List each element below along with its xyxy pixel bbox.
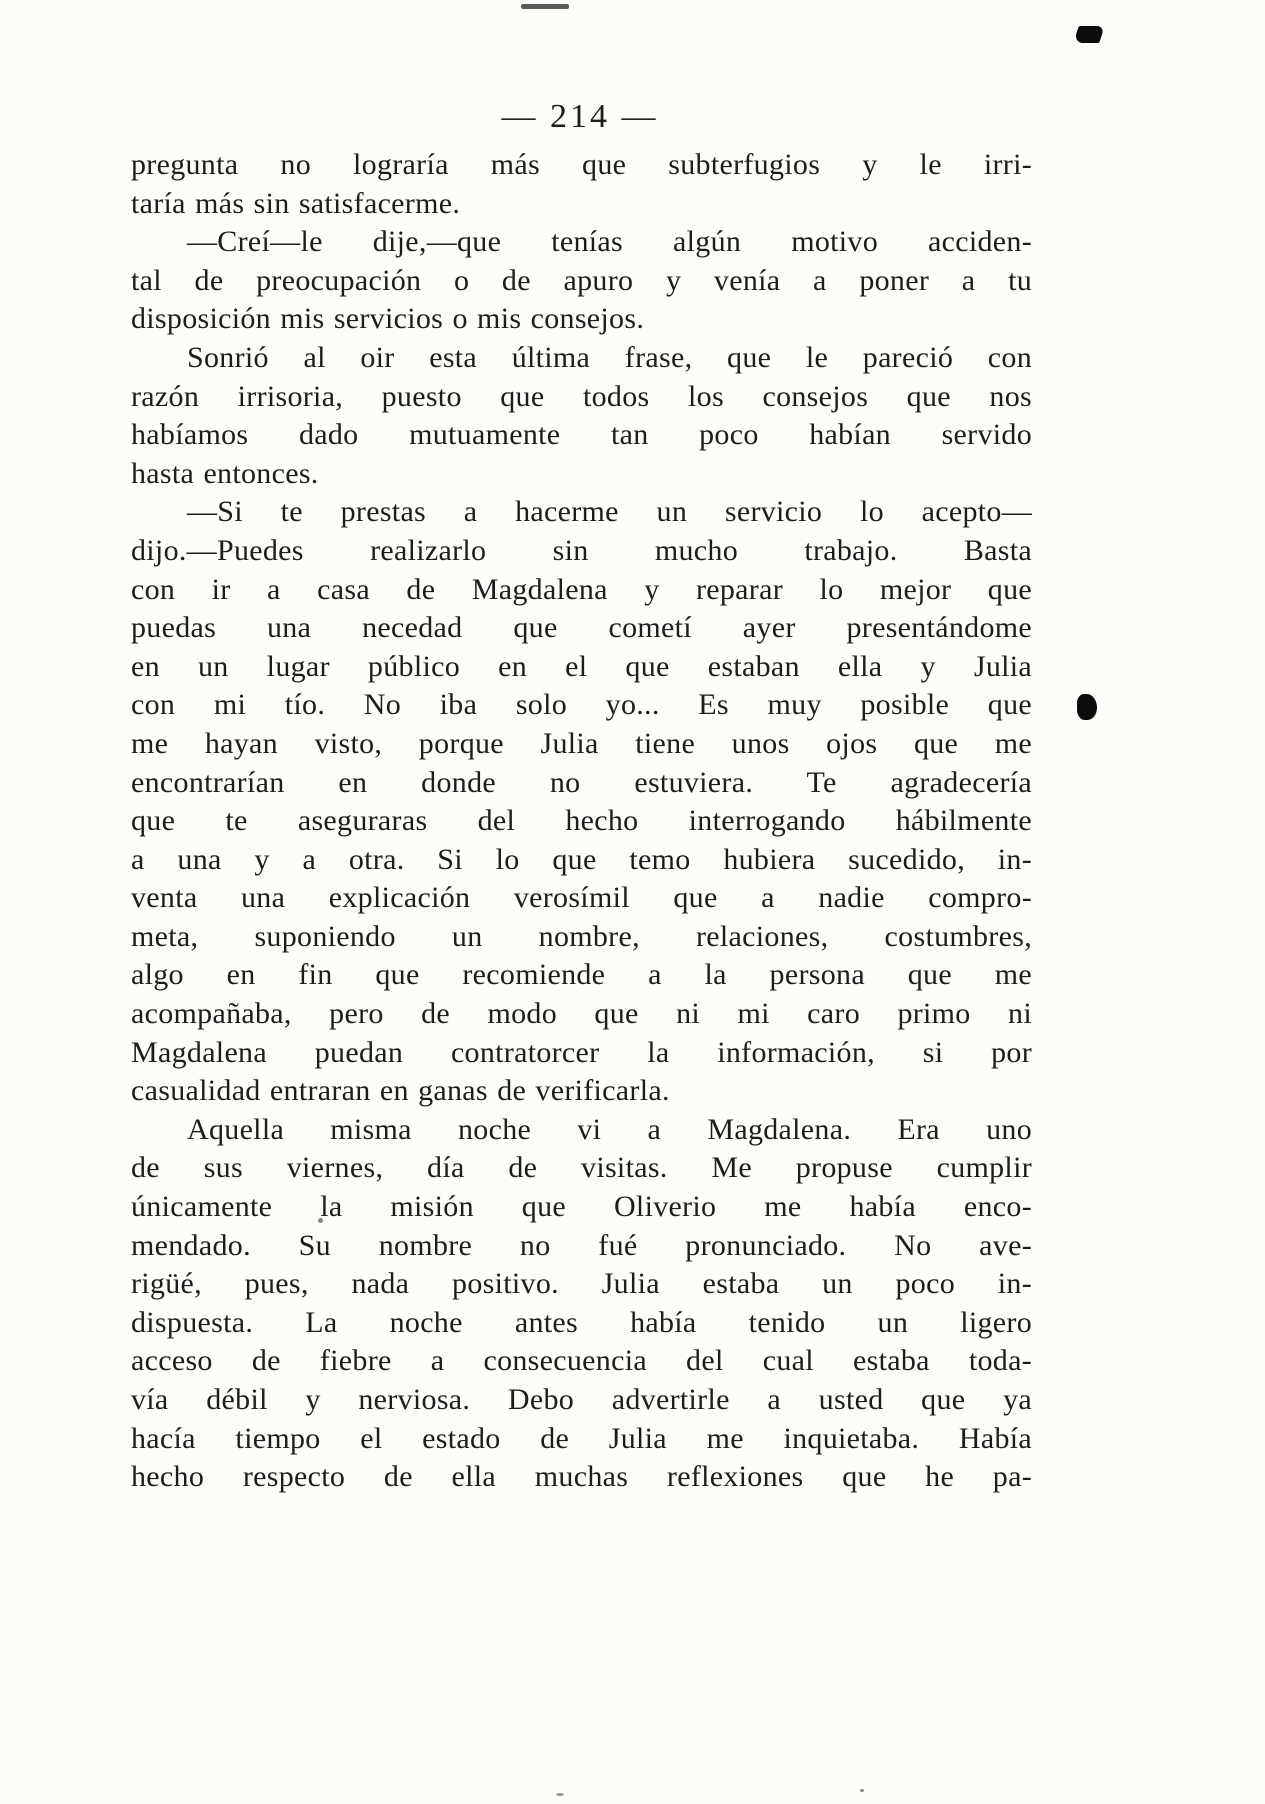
- text-line: encontrarían en donde no estuviera. Te agradecería: [131, 765, 1032, 799]
- text-line: dispuesta. La noche antes había tenido un ligero: [131, 1305, 1032, 1339]
- text-line: a una y a otra. Si lo que temo hubiera sucedido, in-: [131, 842, 1032, 876]
- text-line: Magdalena puedan contratorcer la información, si por: [131, 1035, 1032, 1069]
- text-line: Aquella misma noche vi a Magdalena. Era uno: [187, 1112, 1032, 1146]
- text-line: hecho respecto de ella muchas reflexiones que he pa-: [131, 1460, 1032, 1494]
- page-number: — 214 —: [501, 98, 659, 135]
- text-line: —Si te prestas a hacerme un servicio lo acepto—: [187, 495, 1032, 529]
- scan-artifact-ink-mark-mid-right: [1077, 694, 1097, 720]
- text-line: —Creí—le dije,—que tenías algún motivo acciden-: [187, 225, 1032, 259]
- text-line: algo en fin que recomiende a la persona que me: [131, 958, 1032, 992]
- text-line: disposición mis servicios o mis consejos.: [131, 302, 645, 336]
- text-line: con ir a casa de Magdalena y reparar lo mejor que: [131, 572, 1032, 606]
- text-line: pregunta no lograría más que subterfugios y le irri-: [131, 148, 1032, 181]
- text-line: meta, suponiendo un nombre, relaciones, costumbres,: [131, 919, 1032, 953]
- text-line: tal de preocupación o de apuro y venía a poner a tu: [131, 263, 1032, 297]
- text-line: de sus viernes, día de visitas. Me propuse cumplir: [131, 1151, 1032, 1185]
- scan-speck: [860, 1789, 864, 1792]
- text-line: razón irrisoria, puesto que todos los consejos que nos: [131, 379, 1032, 413]
- text-line: acompañaba, pero de modo que ni mi caro primo ni: [131, 997, 1032, 1031]
- text-line: acceso de fiebre a consecuencia del cual estaba toda-: [131, 1344, 1032, 1378]
- text-line: en un lugar público en el que estaban ella y Julia: [131, 649, 1032, 683]
- text-line: Sonrió al oir esta última frase, que le pareció con: [187, 340, 1032, 374]
- text-line: con mi tío. No iba solo yo... Es muy posible que: [131, 688, 1032, 722]
- text-line: venta una explicación verosímil que a nadie compro-: [131, 881, 1032, 915]
- scan-artifact-ink-mark-top-right: [1073, 26, 1105, 43]
- scan-artifact-top-dash: [521, 4, 569, 9]
- text-line: mendado. Su nombre no fué pronunciado. No ave-: [131, 1228, 1032, 1262]
- text-line: que te aseguraras del hecho interrogando hábilmente: [131, 804, 1032, 838]
- text-line: rigüé, pues, nada positivo. Julia estaba un poco in-: [131, 1267, 1032, 1301]
- scan-speck: [556, 1793, 564, 1796]
- text-line: hasta entonces.: [131, 456, 319, 490]
- text-line: puedas una necedad que cometí ayer presentándome: [131, 611, 1032, 645]
- text-line: hacía tiempo el estado de Julia me inquietaba. Había: [131, 1421, 1032, 1455]
- text-line: me hayan visto, porque Julia tiene unos ojos que me: [131, 726, 1032, 760]
- text-line: dijo.—Puedes realizarlo sin mucho trabajo. Basta: [131, 533, 1032, 567]
- text-line: habíamos dado mutuamente tan poco habían servido: [131, 418, 1032, 452]
- text-line: taría más sin satisfacerme.: [131, 186, 461, 220]
- text-line: vía débil y nerviosa. Debo advertirle a usted que ya: [131, 1383, 1032, 1416]
- text-line: únicamente la misión que Oliverio me había enco-: [131, 1190, 1032, 1224]
- text-line: casualidad entraran en ganas de verificarla.: [131, 1074, 670, 1108]
- page-text-block: [131, 146, 1032, 1497]
